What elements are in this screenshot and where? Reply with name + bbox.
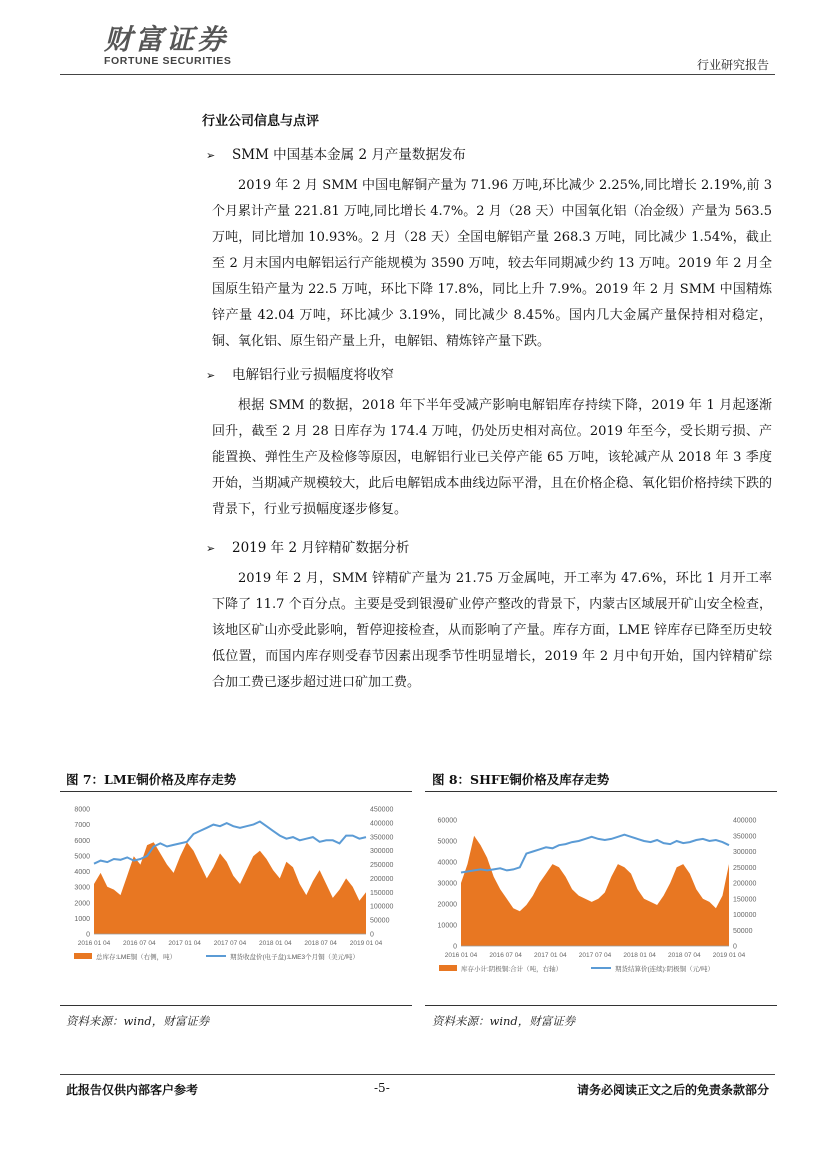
- figure-8-source: 资料来源：wind，财富证券: [432, 1014, 576, 1028]
- y-left-tick-label: 0: [453, 943, 457, 951]
- y-right-tick-label: 50000: [370, 917, 390, 925]
- bullet-text: SMM 中国基本金属 2 月产量数据发布: [232, 147, 466, 163]
- y-right-tick-label: 300000: [370, 848, 394, 856]
- document-type: 行业研究报告: [696, 58, 769, 72]
- y-left-tick-label: 20000: [437, 901, 457, 909]
- price-line-series: [94, 822, 366, 864]
- y-left-tick-label: 6000: [74, 837, 90, 845]
- y-right-tick-label: 50000: [733, 927, 753, 935]
- paragraph-3: 2019 年 2 月，SMM 锌精矿产量为 21.75 万金属吨，开工率为 47.6%，环比 1 月开工率下降了 11.7 个百分点。主要是受到银漫矿业停产整改的背景下，内蒙古区域展开矿山安全检查，该地区矿山亦受此影响，暂停迎接检查，从而影响了产量。库存方面，LME 锌库存已降至历史较低位置，而国内库存则受春节因素出现季节性明显增长，2019 年 2 月中旬开始，国内锌精矿综合加工费已逐步超过进口矿加工费。: [212, 571, 772, 690]
- figure-8-bottom-rule: [425, 1005, 777, 1006]
- x-tick-label: 2016 01 04: [77, 940, 111, 947]
- y-right-tick-label: 0: [733, 943, 737, 951]
- y-right-tick-label: 200000: [370, 875, 394, 883]
- x-tick-label: 2016 01 04: [444, 952, 478, 959]
- company-logo-en: FORTUNE SECURITIES: [104, 55, 232, 67]
- y-left-tick-label: 3000: [74, 884, 90, 892]
- legend-area-swatch: [439, 965, 457, 971]
- y-left-tick-label: 10000: [437, 922, 457, 930]
- legend-line-label: 期货结算价(连续):阴极铜（元/吨）: [615, 966, 714, 973]
- bullet-heading-1: [206, 143, 466, 163]
- legend-line-label: 期货收盘价(电子盘):LME3个月铜（美元/吨）: [230, 954, 359, 961]
- arrow-bullet-icon: ➢: [206, 149, 216, 162]
- bullet-heading-2: [206, 363, 394, 383]
- header-divider: [60, 74, 775, 75]
- bullet-text: 2019 年 2 月锌精矿数据分析: [232, 540, 410, 556]
- figure-7-chart: [60, 796, 412, 980]
- x-tick-label: 2018 01 04: [623, 952, 656, 959]
- x-tick-label: 2018 07 04: [668, 952, 701, 959]
- y-right-tick-label: 450000: [370, 806, 394, 814]
- x-tick-label: 2017 01 04: [534, 952, 567, 959]
- figure-7-top-rule: [60, 791, 412, 792]
- footer-disclaimer-left: 此报告仅供内部客户参考: [66, 1083, 199, 1097]
- x-tick-label: 2017 01 04: [168, 940, 201, 947]
- y-left-tick-label: 1000: [74, 915, 90, 923]
- x-tick-label: 2019 01 04: [349, 940, 383, 947]
- x-tick-label: 2017 07 04: [578, 952, 612, 959]
- legend-area-label: 总库存:LME铜（右侧，吨）: [96, 954, 177, 961]
- price-line-series: [461, 835, 729, 873]
- x-tick-label: 2016 07 04: [123, 940, 156, 947]
- y-left-tick-label: 40000: [437, 859, 457, 867]
- figure-7-bottom-rule: [60, 1005, 412, 1006]
- y-right-tick-label: 350000: [733, 833, 757, 841]
- company-logo-cn: 财富证券: [104, 23, 229, 56]
- y-left-tick-label: 0: [86, 931, 90, 939]
- y-right-tick-label: 200000: [733, 880, 757, 888]
- y-right-tick-label: 0: [370, 931, 374, 939]
- x-tick-label: 2017 07 04: [213, 940, 247, 947]
- inventory-area-series: [461, 836, 729, 946]
- legend-area-label: 库存小计:阴极铜:合计（吨，右轴）: [461, 966, 563, 973]
- y-left-tick-label: 7000: [74, 822, 90, 830]
- page-number: -5-: [374, 1081, 390, 1095]
- y-left-tick-label: 8000: [74, 806, 90, 814]
- paragraph-2: 根据 SMM 的数据，2018 年下半年受减产影响电解铝库存持续下降，2019 年 1 月起逐渐回升，截至 2 月 28 日库存为 174.4 万吨，仍处历史相对高位。2019 年至今，受长期亏损、产能置换、弹性生产及检修等原因，电解铝行业已关停产能 65 万吨，该轮减产从 2018 年 3 季度开始，当期减产规模较大，此后电解铝成本曲线边际平滑，且在价格企稳、氧化铝价格持续下跌的背景下，行业亏损幅度逐步修复。: [212, 398, 772, 517]
- legend-area-swatch: [74, 953, 92, 959]
- y-right-tick-label: 150000: [733, 896, 757, 904]
- y-left-tick-label: 50000: [437, 838, 457, 846]
- paragraph-1: 2019 年 2 月 SMM 中国电解铜产量为 71.96 万吨,环比减少 2.25%,同比增长 2.19%,前 3 个月累计产量 221.81 万吨,同比增长 4.7%。2 月（28 天）中国氧化铝（冶金级）产量为 563.5 万吨，同比增加 10.93%。2 月（28 天）全国电解铝产量 268.3 万吨，同比减少 1.54%，截止至 2 月末国内电解铝运行产能规模为 3590 万吨，较去年同期减少约 13 万吨。2019 年 2 月全国原生铅产量为 22.5 万吨，环比下降 17.8%，同比上升 7.9%。2019 年 2 月 SMM 中国精炼锌产量 42.04 万吨，环比减少 3.19%，同比减少 8.45%。国内几大金属产量保持相对稳定，铜、氧化铝、原生铅产量上升，电解铝、精炼锌产量下跌。: [212, 178, 772, 349]
- y-right-tick-label: 400000: [733, 817, 757, 825]
- y-right-tick-label: 400000: [370, 820, 394, 828]
- figure-8-title: 图 8：SHFE铜价格及库存走势: [432, 772, 610, 787]
- x-tick-label: 2016 07 04: [489, 952, 522, 959]
- y-right-tick-label: 100000: [733, 912, 757, 919]
- figure-7-title: 图 7：LME铜价格及库存走势: [66, 772, 237, 787]
- y-left-tick-label: 30000: [437, 880, 457, 888]
- y-right-tick-label: 150000: [370, 889, 394, 897]
- x-tick-label: 2018 07 04: [304, 940, 337, 947]
- x-tick-label: 2019 01 04: [712, 952, 746, 959]
- figure-8-chart: [425, 806, 777, 980]
- y-right-tick-label: 250000: [733, 864, 757, 872]
- footer-divider: [60, 1074, 775, 1075]
- figure-8-top-rule: [425, 791, 777, 792]
- x-tick-label: 2018 01 04: [259, 940, 292, 947]
- bullet-heading-3: [206, 536, 409, 556]
- footer-disclaimer-right: 请务必阅读正文之后的免责条款部分: [576, 1083, 769, 1097]
- arrow-bullet-icon: ➢: [206, 369, 216, 382]
- y-left-tick-label: 60000: [437, 817, 457, 825]
- y-right-tick-label: 250000: [370, 862, 394, 870]
- y-left-tick-label: 2000: [74, 900, 90, 908]
- inventory-area-series: [94, 842, 366, 934]
- figure-7-source: 资料来源：wind，财富证券: [66, 1014, 210, 1028]
- y-right-tick-label: 300000: [733, 849, 757, 856]
- y-left-tick-label: 5000: [74, 853, 90, 861]
- bullet-text: 电解铝行业亏损幅度将收窄: [232, 367, 394, 383]
- arrow-bullet-icon: ➢: [206, 542, 216, 555]
- section-title: 行业公司信息与点评: [202, 114, 320, 129]
- y-right-tick-label: 350000: [370, 834, 394, 842]
- y-right-tick-label: 100000: [370, 903, 394, 911]
- y-left-tick-label: 4000: [74, 869, 90, 876]
